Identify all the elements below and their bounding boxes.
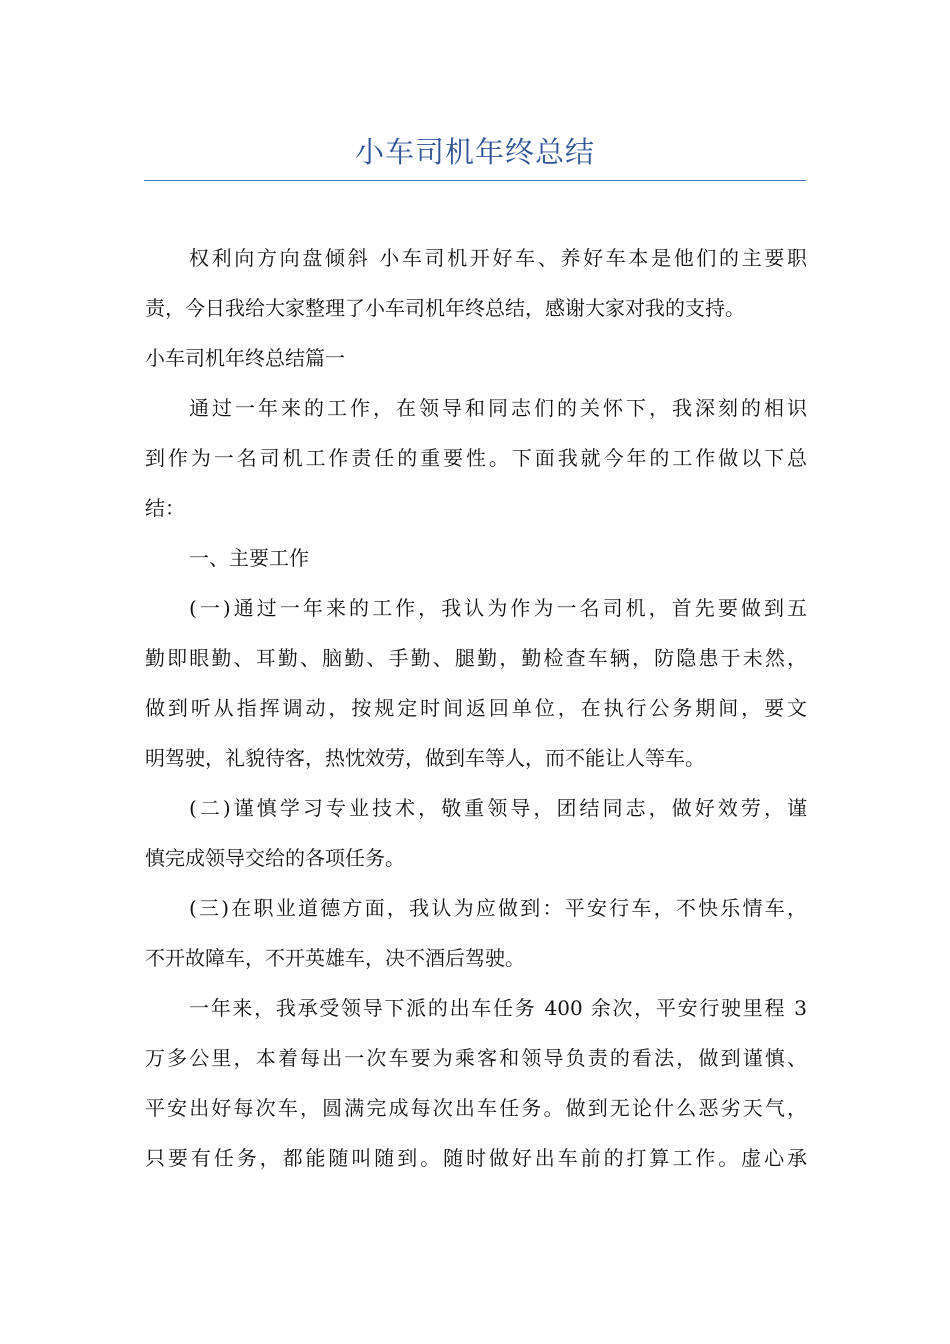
body-text-line: 权利向方向盘倾斜 小车司机开好车、养好车本是他们的主要职 — [189, 246, 807, 270]
body-text-line: (一)通过一年来的工作，我认为作为一名司机，首先要做到五 — [189, 596, 807, 620]
body-text-line: 做到听从指挥调动，按规定时间返回单位，在执行公务期间，要文 — [145, 696, 807, 720]
body-text-line: 不开故障车，不开英雄车，决不酒后驾驶。 — [145, 946, 525, 970]
body-text-line: 责，今日我给大家整理了小车司机年终总结，感谢大家对我的支持。 — [145, 296, 745, 320]
body-text-line: 明驾驶，礼貌待客，热忱效劳，做到车等人，而不能让人等车。 — [145, 746, 705, 770]
body-text-line: 结： — [145, 496, 185, 520]
body-text-line: 小车司机年终总结篇一 — [145, 346, 345, 370]
body-text-line: 一、主要工作 — [189, 546, 309, 570]
document-body — [145, 233, 807, 1183]
body-text-line: 只要有任务，都能随叫随到。随时做好出车前的打算工作。虚心承 — [145, 1146, 807, 1170]
body-text-line: 慎完成领导交给的各项任务。 — [145, 846, 405, 870]
title-underline — [144, 180, 806, 181]
body-text-line: (二)谨慎学习专业技术，敬重领导，团结同志，做好效劳，谨 — [189, 796, 807, 820]
body-text-line: 勤即眼勤、耳勤、脑勤、手勤、腿勤，勤检查车辆，防隐患于未然， — [145, 646, 807, 670]
body-text-line: 万多公里，本着每出一次车要为乘客和领导负责的看法，做到谨慎、 — [145, 1046, 807, 1070]
body-text-line: 通过一年来的工作，在领导和同志们的关怀下，我深刻的相识 — [189, 396, 807, 420]
body-text-line: 到作为一名司机工作责任的重要性。下面我就今年的工作做以下总 — [145, 446, 807, 470]
body-text-line: 平安出好每次车，圆满完成每次出车任务。做到无论什么恶劣天气， — [145, 1096, 807, 1120]
document-title: 小车司机年终总结 — [354, 135, 595, 169]
body-text-line: 一年来，我承受领导下派的出车任务 400 余次，平安行驶里程 3 — [189, 996, 807, 1020]
body-text-line: (三)在职业道德方面，我认为应做到：平安行车，不快乐情车， — [189, 896, 807, 920]
